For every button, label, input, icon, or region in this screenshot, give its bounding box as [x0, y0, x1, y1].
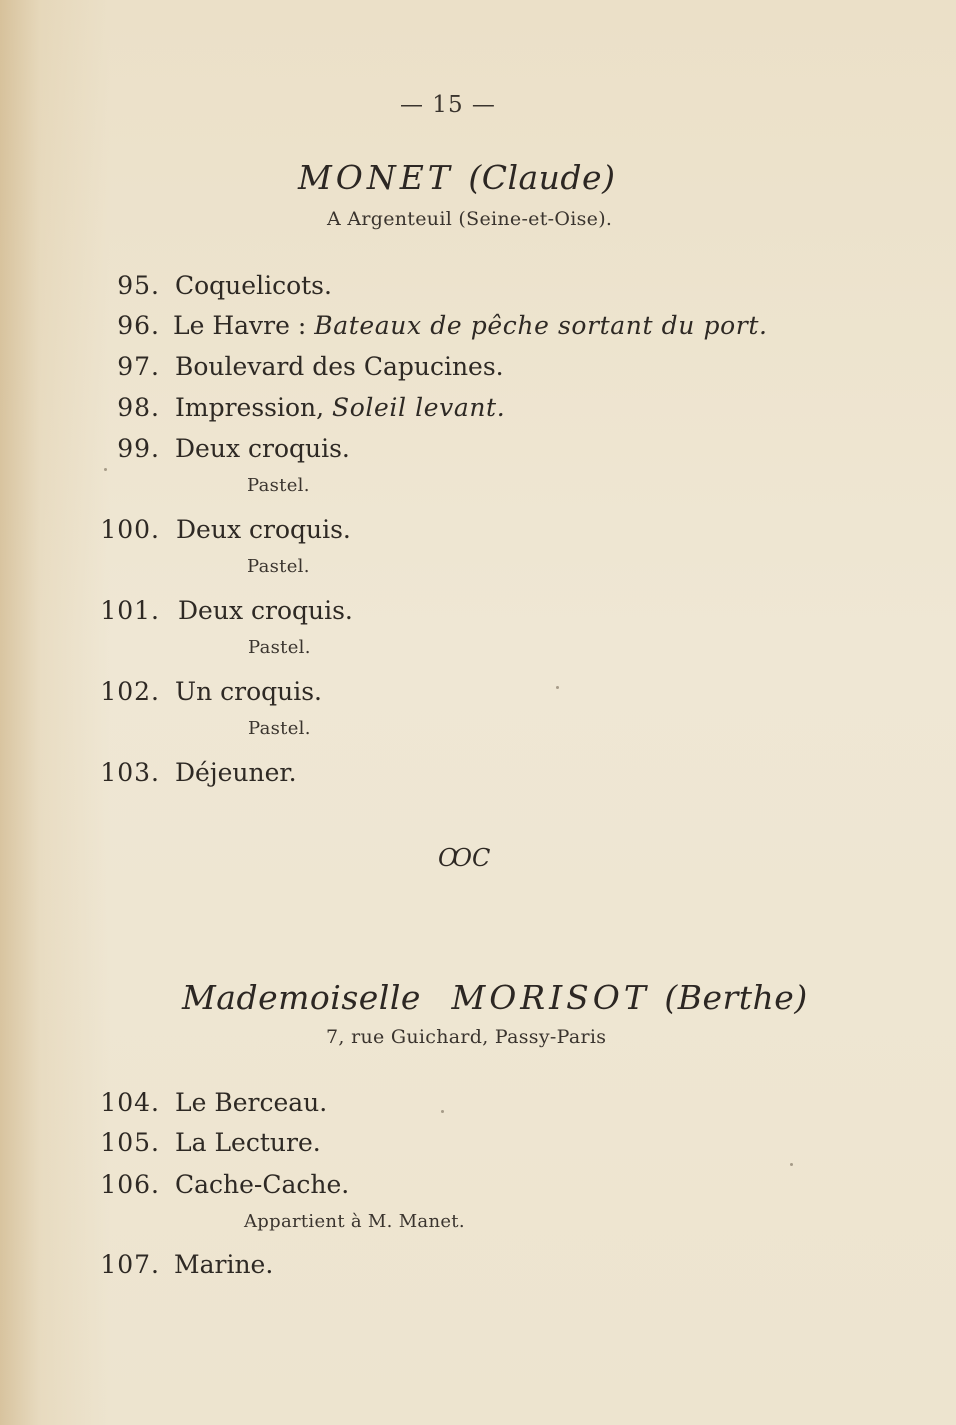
work-number: 98.: [117, 393, 160, 422]
work-title: La Lecture.: [175, 1128, 321, 1157]
artist-prefix: Mademoiselle: [182, 978, 421, 1017]
section-ornament: ꝎC: [438, 844, 491, 872]
artist-address: A Argenteuil (Seine-et-Oise).: [327, 208, 613, 230]
work-title: Impression, Soleil levant.: [175, 393, 506, 422]
work-number: 102.: [100, 677, 160, 706]
work-title-italic: Bateaux de pêche sortant du port.: [314, 311, 768, 340]
work-title: Un croquis.: [175, 677, 322, 706]
work-number: 104.: [100, 1088, 160, 1117]
work-title: Le Berceau.: [175, 1088, 328, 1117]
work-title: Deux croquis.: [176, 515, 351, 544]
work-note: Pastel.: [248, 718, 311, 739]
work-note: Pastel.: [247, 556, 310, 577]
work-number: 100.: [100, 515, 160, 544]
work-number: 107.: [100, 1250, 160, 1279]
work-number: 96.: [117, 311, 160, 340]
work-number: 99.: [117, 434, 160, 463]
work-title: Marine.: [174, 1250, 274, 1279]
work-title: Deux croquis.: [178, 596, 353, 625]
work-note: Appartient à M. Manet.: [244, 1211, 465, 1232]
work-title: Coquelicots.: [175, 271, 332, 300]
artist-heading-morisot: [182, 978, 808, 1017]
page-number: — 15 —: [400, 92, 496, 118]
work-title-italic: Soleil levant.: [332, 393, 506, 422]
work-title: Le Havre : Bateaux de pêche sortant du port.: [173, 311, 768, 340]
work-note: Pastel.: [247, 475, 310, 496]
work-number: 101.: [100, 596, 160, 625]
paper-speck: [104, 468, 107, 471]
work-number: 106.: [100, 1170, 160, 1199]
artist-given-name: (Berthe): [664, 978, 808, 1017]
artist-heading-monet: [298, 158, 615, 197]
work-number: 105.: [100, 1128, 160, 1157]
artist-surname: MORISOT: [451, 978, 650, 1017]
work-note: Pastel.: [248, 637, 311, 658]
artist-surname: MONET: [298, 158, 454, 197]
work-number: 95.: [117, 271, 160, 300]
work-number: 97.: [117, 352, 160, 381]
artist-address: 7, rue Guichard, Passy-Paris: [326, 1026, 607, 1048]
work-title: Déjeuner.: [175, 758, 297, 787]
paper-speck: [790, 1163, 793, 1166]
paper-speck: [441, 1110, 444, 1113]
work-title: Boulevard des Capucines.: [175, 352, 504, 381]
artist-given-name: (Claude): [468, 158, 616, 197]
work-title: Deux croquis.: [175, 434, 350, 463]
work-number: 103.: [100, 758, 160, 787]
paper-speck: [556, 686, 559, 689]
work-title: Cache-Cache.: [175, 1170, 350, 1199]
